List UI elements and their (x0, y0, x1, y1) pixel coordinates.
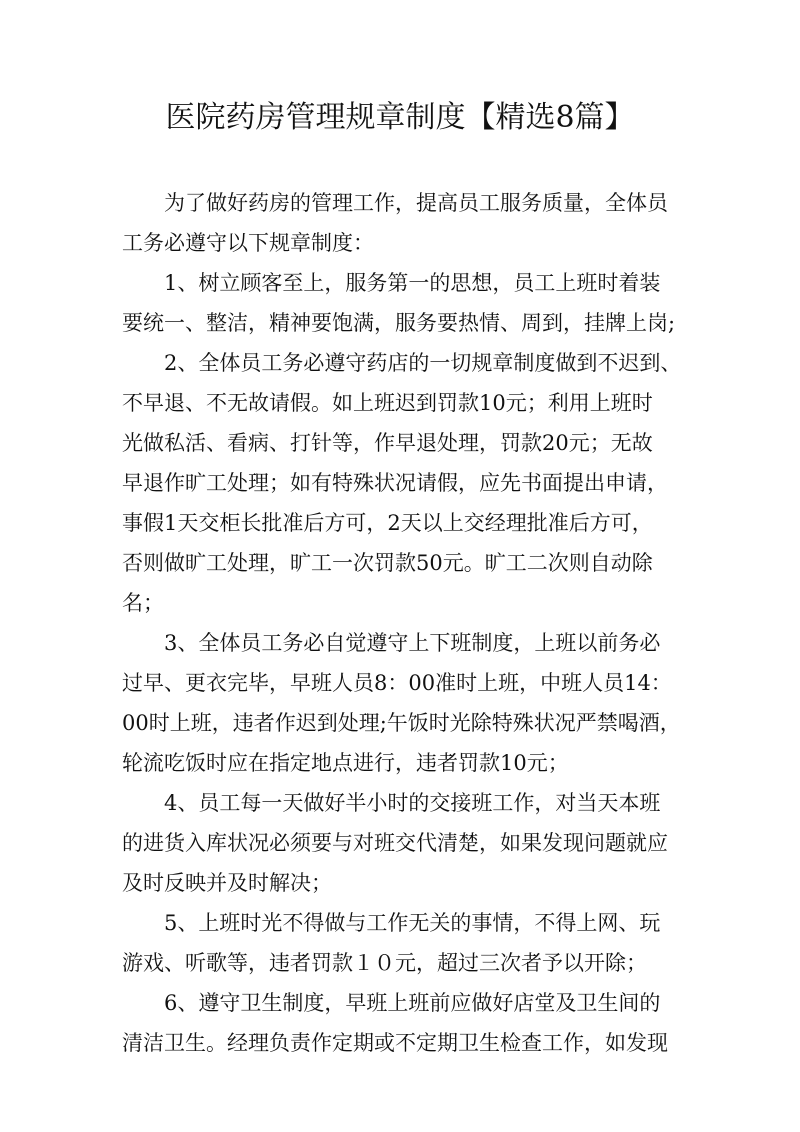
paragraph-line: 早退作旷工处理；如有特殊状况请假，应先书面提出申请， (122, 471, 668, 495)
paragraph-line: 过早、更衣完毕，早班人员8：00准时上班，中班人员14： (122, 671, 672, 695)
paragraph-line: 轮流吃饭时应在指定地点进行，违者罚款10元； (122, 751, 569, 775)
paragraph-line: 的进货入库状况必须要与对班交代清楚，如果发现问题就应 (122, 831, 668, 855)
paragraph-line: 事假1天交柜长批准后方可，2天以上交经理批准后方可， (122, 511, 653, 535)
document-title: 医院药房管理规章制度【精选8篇】 (165, 100, 635, 135)
paragraph-line: 要统一、整洁，精神要饱满，服务要热情、周到，挂牌上岗; (122, 311, 676, 335)
paragraph-line: 3、全体员工务必自觉遵守上下班制度，上班以前务必 (164, 631, 661, 655)
paragraph-line: 不早退、不无故请假。如上班迟到罚款10元；利用上班时 (122, 391, 653, 415)
paragraph-line: 否则做旷工处理，旷工一次罚款50元。旷工二次则自动除 (122, 551, 653, 575)
paragraph-line: 5、上班时光不得做与工作无关的事情，不得上网、玩 (164, 911, 661, 935)
paragraph-line: 为了做好药房的管理工作，提高员工服务质量，全体员 (164, 191, 668, 215)
paragraph-line: 00时上班，违者作迟到处理;午饭时光除特殊状况严禁喝酒， (122, 711, 681, 735)
paragraph-line: 2、全体员工务必遵守药店的一切规章制度做到不迟到、 (164, 351, 682, 375)
paragraph-line: 名； (122, 591, 164, 615)
paragraph-line: 6、遵守卫生制度，早班上班前应做好店堂及卫生间的 (164, 991, 661, 1015)
paragraph-line: 1、树立顾客至上，服务第一的思想，员工上班时着装 (164, 271, 661, 295)
paragraph-line: 光做私活、看病、打针等，作早退处理，罚款20元；无故 (122, 431, 653, 455)
paragraph-line: 游戏、听歌等，违者罚款１０元，超过三次者予以开除； (122, 951, 647, 975)
paragraph-line: 及时反映并及时解决； (122, 871, 332, 895)
document-body (122, 183, 682, 1063)
paragraph-line: 清洁卫生。经理负责作定期或不定期卫生检查工作，如发现 (122, 1031, 668, 1055)
paragraph-line: 工务必遵守以下规章制度： (122, 231, 374, 255)
paragraph-line: 4、员工每一天做好半小时的交接班工作，对当天本班 (164, 791, 661, 815)
